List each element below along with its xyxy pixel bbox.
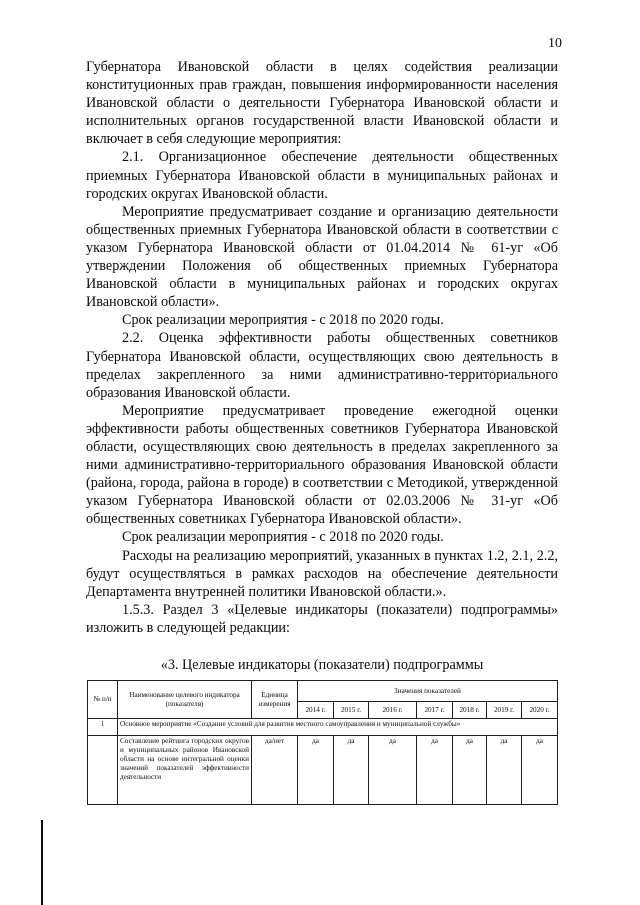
- indicators-table: [87, 680, 558, 805]
- indicator-value: да: [369, 736, 417, 805]
- header-year: 2015 г.: [334, 702, 369, 719]
- header-values: Значения показателей: [298, 681, 558, 702]
- paragraph: 1.5.3. Раздел 3 «Целевые индикаторы (показатели) подпрограммы» изложить в следующей редакции:: [86, 601, 558, 636]
- body-text: [86, 58, 558, 637]
- indicator-value: да: [298, 736, 334, 805]
- header-year: 2016 г.: [369, 702, 417, 719]
- header-unit: Единица измерения: [252, 681, 298, 719]
- paragraph: Срок реализации мероприятия - с 2018 по 2020 годы.: [122, 529, 444, 546]
- indicator-value: да: [487, 736, 522, 805]
- paragraph: Расходы на реализацию мероприятий, указанных в пунктах 1.2, 2.1, 2.2, будут осуществляться в рамках расходов на обеспечение деятельности Департамента внутренней политики Ивановской области.».: [86, 547, 558, 600]
- header-num: № п/п: [88, 681, 118, 719]
- table-row: [88, 719, 558, 736]
- event-title: Основное мероприятие «Создание условий для развития местного самоуправления и муниципальной службы»: [118, 719, 558, 736]
- paragraph: 2.1. Организационное обеспечение деятельности общественных приемных Губернатора Ивановской области в муниципальных районах и городских округах Ивановской области.: [86, 149, 558, 202]
- indicator-value: да: [453, 736, 487, 805]
- header-year: 2014 г.: [298, 702, 334, 719]
- paragraph: 2.2. Оценка эффективности работы общественных советников Губернатора Ивановской области, осуществляющих свою деятельность в пределах закрепленного за ними административно-территориального образования Ивановской области.: [86, 330, 558, 401]
- table-row: [88, 736, 558, 805]
- indicator-value: да: [417, 736, 453, 805]
- event-num: 1: [88, 719, 118, 736]
- paragraph: Срок реализации мероприятия - с 2018 по 2020 годы.: [122, 312, 444, 329]
- indicator-num: [88, 736, 118, 805]
- header-year: 2018 г.: [453, 702, 487, 719]
- table-title: «3. Целевые индикаторы (показатели) подпрограммы: [160, 657, 484, 673]
- indicator-value: да: [522, 736, 558, 805]
- header-year: 2020 г.: [522, 702, 558, 719]
- header-year: 2019 г.: [487, 702, 522, 719]
- indicator-name: Составление рейтинга городских округов и муниципальных районов Ивановской области на основе интегральной оценки значений показателей эффективности деятельности: [118, 736, 252, 805]
- page-number: 10: [548, 36, 562, 51]
- scan-margin-line: [41, 820, 43, 905]
- indicator-value: да: [334, 736, 369, 805]
- paragraph: Губернатора Ивановской области в целях содействия реализации конституционных прав граждан, повышения информированности населения Ивановской области о деятельности Губернатора Ивановской области и исполнительных органов государственной власти Ивановской области и включает в себя следующие мероприятия:: [86, 59, 558, 148]
- paragraph: Мероприятие предусматривает проведение ежегодной оценки эффективности работы общественных советников Губернатора Ивановской области, осуществляющих свою деятельность в пределах закрепленного за ними административно-территориального образования Ивановской области (района, города, района в городе) в соответствии с Методикой, утвержденной указом Губернатора Ивановской области от 02.03.2006 № 31-уг «Об общественных советниках Губернатора Ивановской области».: [86, 402, 558, 528]
- header-year: 2017 г.: [417, 702, 453, 719]
- header-indicator-name: Наименование целевого индикатора (показателя): [118, 681, 252, 719]
- paragraph: Мероприятие предусматривает создание и организацию деятельности общественных приемных Губернатора Ивановской области в соответствии с указом Губернатора Ивановской области от 01.04.2014 № 61-уг «Об утверждении Положения об общественных приемных Губернатора Ивановской области в муниципальных районах и городских округах Ивановской области».: [86, 203, 558, 311]
- indicator-unit: да/нет: [252, 736, 298, 805]
